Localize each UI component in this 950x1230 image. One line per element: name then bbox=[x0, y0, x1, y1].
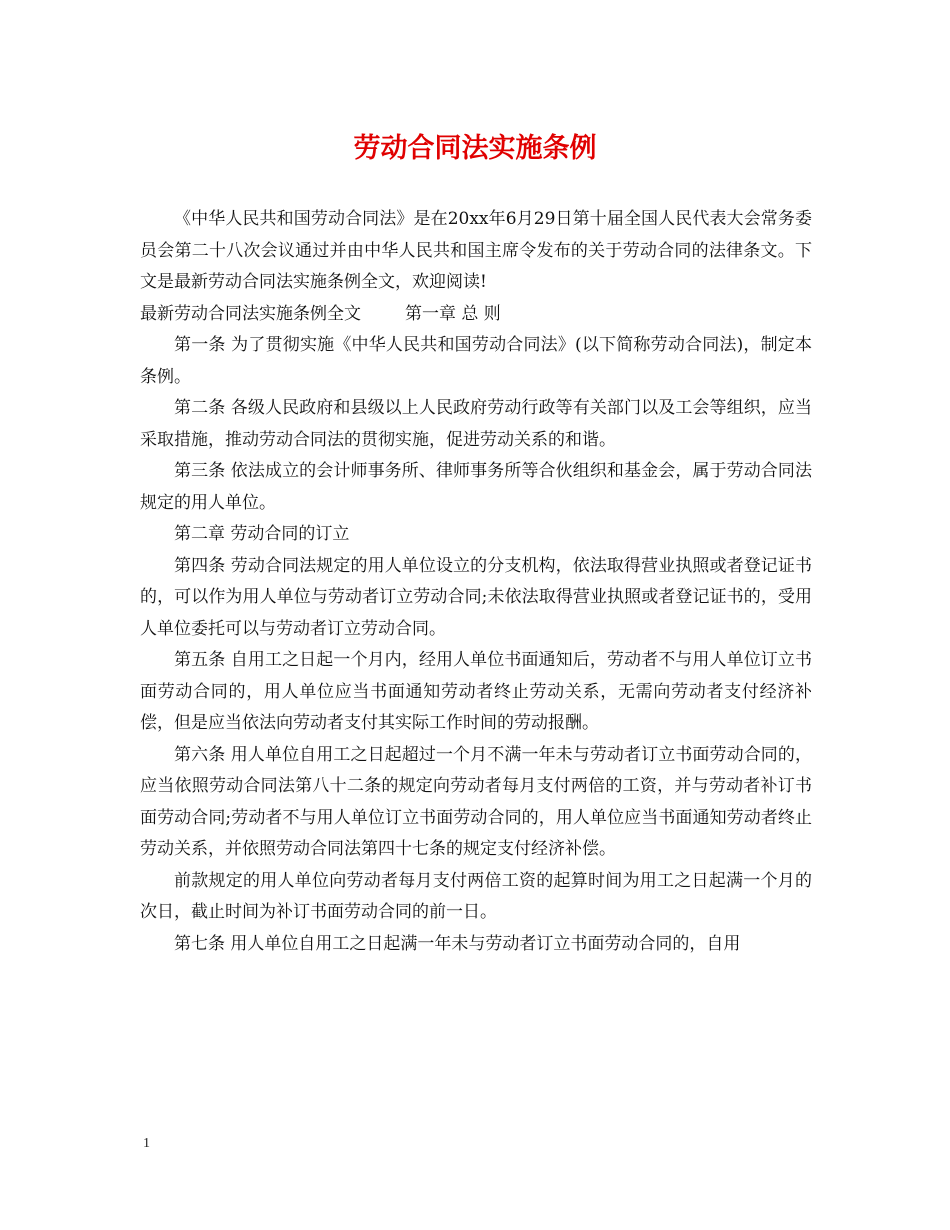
article-5: 第五条 自用工之日起一个月内，经用人单位书面通知后，劳动者不与用人单位订立书面劳动合同的，用人单位应当书面通知劳动者终止劳动关系，无需向劳动者支付经济补偿，但是应当依法向劳动者支付其实际工作时间的劳动报酬。 bbox=[140, 650, 812, 733]
article-6-paragraph-2: 前款规定的用人单位向劳动者每月支付两倍工资的起算时间为用工之日起满一个月的次日，截止时间为补订书面劳动合同的前一日。 bbox=[140, 870, 812, 922]
full-text-heading: 最新劳动合同法实施条例全文 bbox=[140, 303, 361, 324]
document-title: 劳动合同法实施条例 bbox=[353, 133, 597, 164]
chapter-two-heading: 第二章 劳动合同的订立 bbox=[174, 524, 350, 544]
heading-line bbox=[140, 299, 812, 331]
article-7: 第七条 用人单位自用工之日起满一年未与劳动者订立书面劳动合同的，自用 bbox=[174, 933, 741, 954]
article-6: 第六条 用人单位自用工之日起超过一个月不满一年未与劳动者订立书面劳动合同的，应当依照劳动合同法第八十二条的规定向劳动者每月支付两倍的工资，并与劳动者补订书面劳动合同;劳动者不与用人单位订立书面劳动合同的，用人单位应当书面通知劳动者终止劳动关系，并依照劳动合同法第四十七条的规定支付经济补偿。 bbox=[140, 744, 812, 859]
article-1: 第一条 为了贯彻实施《中华人民共和国劳动合同法》(以下简称劳动合同法)，制定本条例。 bbox=[140, 335, 812, 387]
document-body bbox=[140, 204, 812, 960]
page-number: 1 bbox=[143, 1136, 150, 1151]
article-3: 第三条 依法成立的会计师事务所、律师事务所等合伙组织和基金会，属于劳动合同法规定的用人单位。 bbox=[140, 461, 812, 513]
article-2: 第二条 各级人民政府和县级以上人民政府劳动行政等有关部门以及工会等组织，应当采取措施，推动劳动合同法的贯彻实施，促进劳动关系的和谐。 bbox=[140, 398, 812, 450]
article-4: 第四条 劳动合同法规定的用人单位设立的分支机构，依法取得营业执照或者登记证书的，可以作为用人单位与劳动者订立劳动合同;未依法取得营业执照或者登记证书的，受用人单位委托可以与劳动者订立劳动合同。 bbox=[140, 555, 812, 639]
intro-paragraph: 《中华人民共和国劳动合同法》是在20xx年6月29日第十届全国人民代表大会常务委员会第二十八次会议通过并由中华人民共和国主席令发布的关于劳动合同的法律条文。下文是最新劳动合同法实施条例全文，欢迎阅读! bbox=[140, 209, 812, 292]
chapter-one-heading: 第一章 总 则 bbox=[405, 303, 501, 324]
